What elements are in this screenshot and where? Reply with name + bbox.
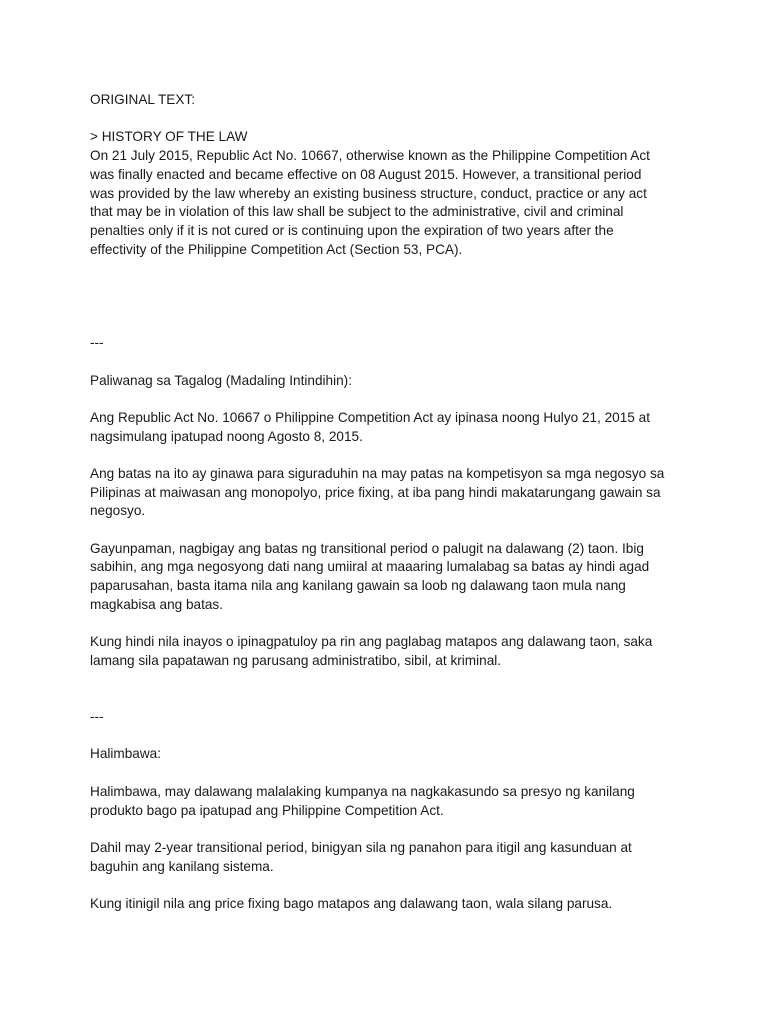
paragraph-line: negosyo. <box>90 503 146 519</box>
paragraph-line: magkabisa ang batas. <box>90 596 224 612</box>
tagalog-paragraph-4 <box>90 633 690 670</box>
paragraph-line: lamang sila papatawan ng parusang administratibo, sibil, at kriminal. <box>90 652 502 668</box>
paragraph-line: was provided by the law whereby an existing business structure, conduct, practice or any act <box>90 185 647 201</box>
paragraph-line: effectivity of the Philippine Competition Act (Section 53, PCA). <box>90 241 463 257</box>
paragraph-line: On 21 July 2015, Republic Act No. 10667, otherwise known as the Philippine Competition Act <box>90 148 650 164</box>
paragraph-line: Halimbawa, may dalawang malalaking kumpanya na nagkakasundo sa presyo ng kanilang <box>90 783 635 799</box>
example-paragraph-3 <box>90 895 690 914</box>
document-page <box>90 91 690 914</box>
section-separator: --- <box>90 335 104 351</box>
example-paragraph-1 <box>90 783 690 820</box>
tagalog-paragraph-1 <box>90 409 690 446</box>
paragraph-line: Pilipinas at maiwasan ang monopolyo, price fixing, at iba pang hindi makatarungang gawain sa <box>90 484 661 500</box>
paragraph-line: that may be in violation of this law shall be subject to the administrative, civil and criminal <box>90 204 624 220</box>
paragraph-line: Kung hindi nila inayos o ipinagpatuloy pa rin ang paglabag matapos ang dalawang taon, saka <box>90 634 653 650</box>
paragraph-line: was finally enacted and became effective on 08 August 2015. However, a transitional period <box>90 166 642 182</box>
paragraph-line: Ang Republic Act No. 10667 o Philippine Competition Act ay ipinasa noong Hulyo 21, 2015 at <box>90 409 650 425</box>
section-separator: --- <box>90 709 104 725</box>
history-paragraph <box>90 147 690 259</box>
paragraph-line: sabihin, ang mga negosyong dati nang umiiral at maaaring lumalabag sa batas ay hindi agad <box>90 559 650 575</box>
tagalog-paragraph-2 <box>90 465 690 521</box>
paragraph-line: produkto bago pa ipatupad ang Philippine Competition Act. <box>90 802 444 818</box>
example-heading: Halimbawa: <box>90 746 162 762</box>
example-paragraph-2 <box>90 839 690 876</box>
paragraph-line: baguhin ang kanilang sistema. <box>90 858 274 874</box>
paragraph-line: Dahil may 2-year transitional period, binigyan sila ng panahon para itigil ang kasunduan at <box>90 839 632 855</box>
tagalog-heading: Paliwanag sa Tagalog (Madaling Intindihin): <box>90 372 352 388</box>
original-text-heading: ORIGINAL TEXT: <box>90 92 195 107</box>
history-heading: > HISTORY OF THE LAW <box>90 129 248 145</box>
paragraph-line: Gayunpaman, nagbigay ang batas ng transitional period o palugit na dalawang (2) taon. Ibig <box>90 540 644 556</box>
paragraph-line: nagsimulang ipatupad noong Agosto 8, 2015. <box>90 428 363 444</box>
paragraph-line: paparusahan, basta itama nila ang kanilang gawain sa loob ng dalawang taon mula nang <box>90 578 626 594</box>
paragraph-line: Ang batas na ito ay ginawa para siguraduhin na may patas na kompetisyon sa mga negosyo sa <box>90 465 665 481</box>
paragraph-line: Kung itinigil nila ang price fixing bago matapos ang dalawang taon, wala silang parusa. <box>90 896 613 912</box>
paragraph-line: penalties only if it is not cured or is continuing upon the expiration of two years after the <box>90 222 614 238</box>
tagalog-paragraph-3 <box>90 540 690 615</box>
